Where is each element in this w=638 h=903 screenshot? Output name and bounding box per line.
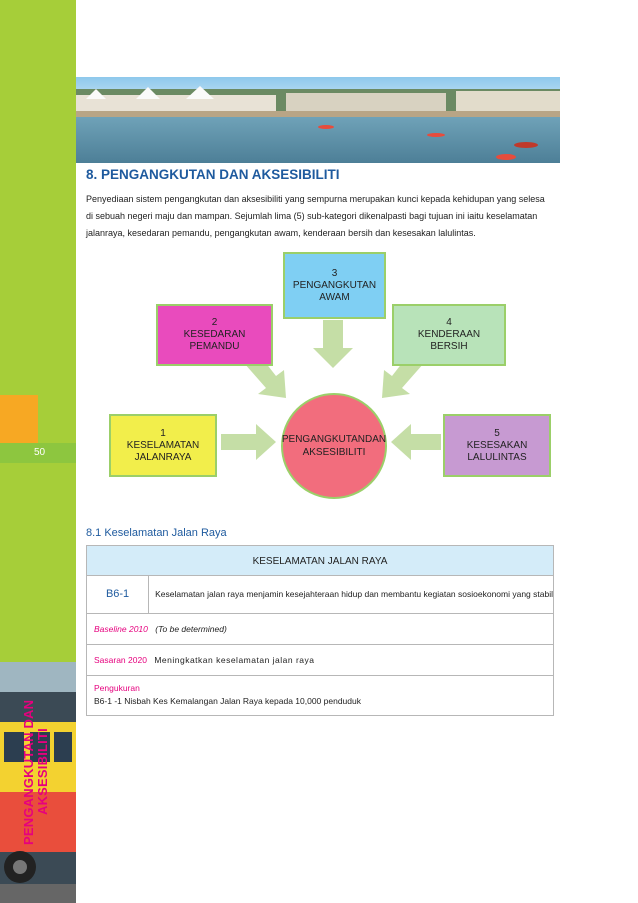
box-kesesakan-lalulintas: 5 KESESAKAN LALULINTAS bbox=[443, 414, 551, 477]
table-row-sasaran bbox=[86, 645, 554, 676]
box-pengangkutan-awam: 3 PENGANGKUTAN AWAM bbox=[283, 252, 386, 319]
indicator-description: Keselamatan jalan raya menjamin kesejahteraan hidup dan membantu kegiatan sosioekonomi yang stabil bbox=[155, 589, 553, 599]
subsection-title: 8.1 Keselamatan Jalan Raya bbox=[86, 527, 227, 539]
subcategory-diagram bbox=[76, 248, 560, 510]
arrow-left bbox=[221, 424, 276, 460]
sasaran-value: Meningkatkan keselamatan jalan raya bbox=[154, 655, 315, 665]
pengukuran-label: Pengukuran bbox=[94, 683, 140, 693]
sidebar-accent bbox=[0, 395, 38, 443]
pengukuran-value: B6-1 -1 Nisbah Kes Kemalangan Jalan Raya kepada 10,000 penduduk bbox=[94, 696, 361, 706]
table-row-b6 bbox=[86, 576, 554, 614]
table-row-pengukuran bbox=[86, 676, 554, 716]
intro-paragraph: Penyediaan sistem pengangkutan dan aksesibiliti yang sempurna merupakan kunci kepada kehidupan yang selesa di sebuah negeri maju dan mampan. Sejumlah lima (5) sub-kategori dikenalpasti bagi tujuan ini iaitu keselamatan jalanraya, kesedaran pemandu, pengangkutan awam, kenderaan bersih dan kesesakan lalulintas. bbox=[86, 194, 545, 238]
baseline-value: (To be determined) bbox=[155, 624, 227, 634]
arrow-right bbox=[391, 424, 441, 460]
indicator-table bbox=[86, 545, 554, 716]
center-circle: PENGANGKUTANDAN AKSESIBILITI bbox=[281, 393, 387, 499]
baseline-label: Baseline 2010 bbox=[94, 624, 148, 634]
side-section-title: PENGANGKUTAN DAN AKSESIBILITI bbox=[21, 699, 50, 845]
banner-photo bbox=[76, 77, 560, 163]
table-row-baseline bbox=[86, 614, 554, 645]
section-title: 8. PENGANGKUTAN DAN AKSESIBILITI bbox=[86, 167, 340, 182]
box-keselamatan-jalanraya: 1 KESELAMATAN JALANRAYA bbox=[109, 414, 217, 477]
table-header: KESELAMATAN JALAN RAYA bbox=[86, 545, 554, 576]
sasaran-label: Sasaran 2020 bbox=[94, 655, 147, 665]
page-number: 50 bbox=[0, 443, 76, 463]
arrow-top bbox=[313, 320, 353, 368]
indicator-code: B6-1 bbox=[87, 576, 149, 613]
box-kenderaan-bersih: 4 KENDERAAN BERSIH bbox=[392, 304, 506, 366]
box-kesedaran-pemandu: 2 KESEDARAN PEMANDU bbox=[156, 304, 273, 366]
